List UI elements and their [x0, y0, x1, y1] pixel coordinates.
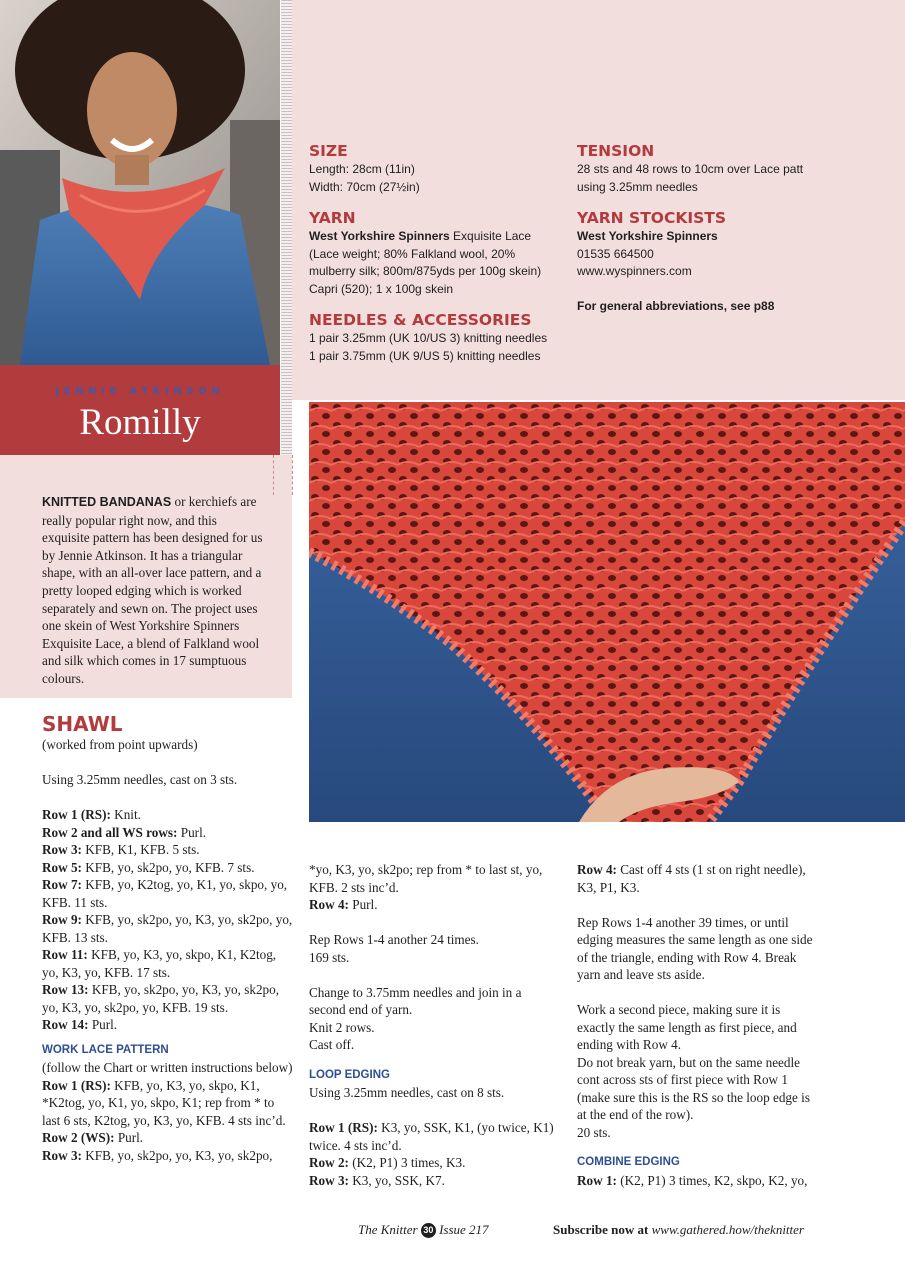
edging-row: Row 1 (RS): K3, yo, SSK, K1, (yo twice, K1) twice. 4 sts inc’d. [309, 1120, 554, 1153]
shawl-row: Row 3: KFB, K1, KFB. 5 sts. [42, 842, 200, 857]
lace-repeat: Rep Rows 1-4 another 24 times. [309, 932, 479, 947]
loop-edging-cast-on: Using 3.25mm needles, cast on 8 sts. [309, 1085, 505, 1100]
yarn-line-1 [309, 228, 564, 246]
intro-lead: KNITTED BANDANAS [42, 495, 172, 509]
yarn-product: Exquisite Lace [449, 229, 532, 243]
subscribe-url[interactable]: www.gathered.how/theknitter [651, 1222, 804, 1237]
magazine-name: The Knitter [358, 1222, 418, 1237]
lace-row: Row 3: KFB, yo, sk2po, yo, K3, yo, sk2po, [42, 1147, 273, 1163]
combine-row-1: Row 1: (K2, P1) 3 times, K2, skpo, K2, yo, [577, 1172, 808, 1188]
shawl-row: Row 5: KFB, yo, sk2po, yo, KFB. 7 sts. [42, 859, 255, 875]
title-box [0, 365, 280, 455]
change-needles: Change to 3.75mm needles and join in a second end of yarn. [309, 984, 522, 1017]
instructions-column-2 [309, 861, 559, 1189]
stockists-heading: YARN STOCKISTS [577, 209, 727, 227]
shawl-row: Row 13: KFB, yo, sk2po, yo, K3, yo, sk2po, yo, K3, yo, sk2po, yo, KFB. 19 sts. [42, 982, 280, 1015]
issue-number: Issue 217 [439, 1222, 489, 1237]
lace-row: Row 2 (WS): Purl. [42, 1130, 144, 1145]
knit-two-rows: Knit 2 rows. [309, 1019, 375, 1035]
page-number: 30 [421, 1223, 436, 1238]
lace-pattern-heading: WORK LACE PATTERN [42, 1043, 169, 1056]
designer-name: JENNIE ATKINSON [55, 386, 225, 397]
edging-row: Row 3: K3, yo, SSK, K7. [309, 1172, 445, 1188]
size-width: Width: 70cm (27½in) [309, 179, 420, 194]
second-piece: Work a second piece, making sure it is exactly the same length as first piece, and ending with Row 4. [577, 1002, 797, 1052]
edging-repeat: Rep Rows 1-4 another 39 times, or until edging measures the same length as one side of the triangle, ending with Row 4. Break yarn and leave sts aside. [577, 914, 813, 982]
abbreviations-note: For general abbreviations, see p88 [577, 298, 775, 313]
needles-line-1: 1 pair 3.25mm (UK 10/US 3) knitting needles [309, 331, 548, 345]
spec-column-right [577, 142, 867, 315]
edging-stitch-count: 20 sts. [577, 1124, 611, 1140]
size-heading: SIZE [309, 142, 348, 160]
instructions-column-1 [42, 712, 294, 1164]
instructions-column-3 [577, 861, 817, 1189]
loop-edging-heading: LOOP EDGING [309, 1068, 390, 1081]
lace-row-continued: *yo, K3, yo, sk2po; rep from * to last st, yo, KFB. 2 sts inc’d. [309, 862, 543, 895]
lace-stitch-count: 169 sts. [309, 949, 350, 965]
yarn-line-2: (Lace weight; 80% Falkland wool, 20% [309, 246, 516, 261]
stockist-name: West Yorkshire Spinners [577, 229, 718, 243]
shawl-cast-on: Using 3.25mm needles, cast on 3 sts. [42, 772, 238, 787]
knitted-shawl-photo [309, 402, 905, 822]
do-not-break-yarn: Do not break yarn, but on the same needle cont across sts of first piece with Row 1 (make sure this is the RS so the loop edge is at the end of the row). [577, 1054, 810, 1122]
tension-line-2: using 3.25mm needles [577, 179, 698, 194]
intro-paragraph [42, 493, 266, 688]
lace-row-4: Row 4: Purl. [309, 897, 378, 912]
yarn-line-4: Capri (520); 1 x 100g skein [309, 281, 454, 296]
stockist-phone: 01535 664500 [577, 246, 654, 261]
decorative-dashed-marks [273, 455, 293, 495]
needles-heading: NEEDLES & ACCESSORIES [309, 311, 532, 329]
shawl-row: Row 7: KFB, yo, K2tog, yo, K1, yo, skpo, yo, KFB. 11 sts. [42, 877, 288, 910]
pattern-title: Romilly [79, 402, 201, 443]
combine-edging-heading: COMBINE EDGING [577, 1156, 680, 1168]
yarn-heading: YARN [309, 209, 356, 227]
footer-issue [358, 1222, 489, 1238]
intro-body: or kerchiefs are really popular right now, and this exquisite pattern has been designed for us by Jennie Atkinson. It has a triangular shape, with an all-over lace pattern, and a pretty looped edging which is worked separately and sewn on. The project uses one skein of West Yorkshire Spinners Exquisite Lace, a blend of Falkland wool and silk which comes in 17 sumptuous colours. [42, 494, 263, 686]
stockist-website: www.wyspinners.com [577, 264, 692, 278]
yarn-brand: West Yorkshire Spinners [309, 229, 450, 243]
shawl-row: Row 1 (RS): Knit. [42, 807, 141, 822]
lace-row: Row 1 (RS): KFB, yo, K3, yo, skpo, K1, *K2tog, yo, K1, yo, skpo, K1; rep from * to last 6 sts, K2tog, yo, K3, yo, KFB. 4 sts inc’d. [42, 1077, 286, 1128]
spec-column-left [309, 142, 564, 365]
cast-off: Cast off. [309, 1037, 355, 1052]
shawl-subtitle: (worked from point upwards) [42, 737, 198, 752]
yarn-line-3: mulberry silk; 800m/875yds per 100g skein) [309, 264, 542, 278]
subscribe-text: Subscribe now at [553, 1222, 652, 1237]
decorative-ruler-strip [281, 0, 292, 455]
size-length: Length: 28cm (11in) [309, 162, 415, 176]
shawl-row: Row 2 and all WS rows: Purl. [42, 824, 207, 840]
shawl-row: Row 11: KFB, yo, K3, yo, skpo, K1, K2tog, yo, K3, yo, KFB. 17 sts. [42, 947, 277, 980]
needles-line-2: 1 pair 3.75mm (UK 9/US 5) knitting needles [309, 348, 541, 363]
footer-subscribe [553, 1222, 804, 1238]
tension-line-1: 28 sts and 48 rows to 10cm over Lace patt [577, 162, 804, 176]
edging-row-4: Row 4: Cast off 4 sts (1 st on right needle), K3, P1, K3. [577, 862, 806, 895]
edging-row: Row 2: (K2, P1) 3 times, K3. [309, 1155, 466, 1170]
portrait-photo [0, 0, 280, 365]
tension-heading: TENSION [577, 142, 655, 160]
shawl-heading: SHAWL [42, 712, 123, 736]
lace-pattern-note: (follow the Chart or written instructions below) [42, 1060, 293, 1075]
shawl-row: Row 9: KFB, yo, sk2po, yo, K3, yo, sk2po, yo, KFB. 13 sts. [42, 912, 293, 945]
shawl-row: Row 14: Purl. [42, 1017, 118, 1032]
